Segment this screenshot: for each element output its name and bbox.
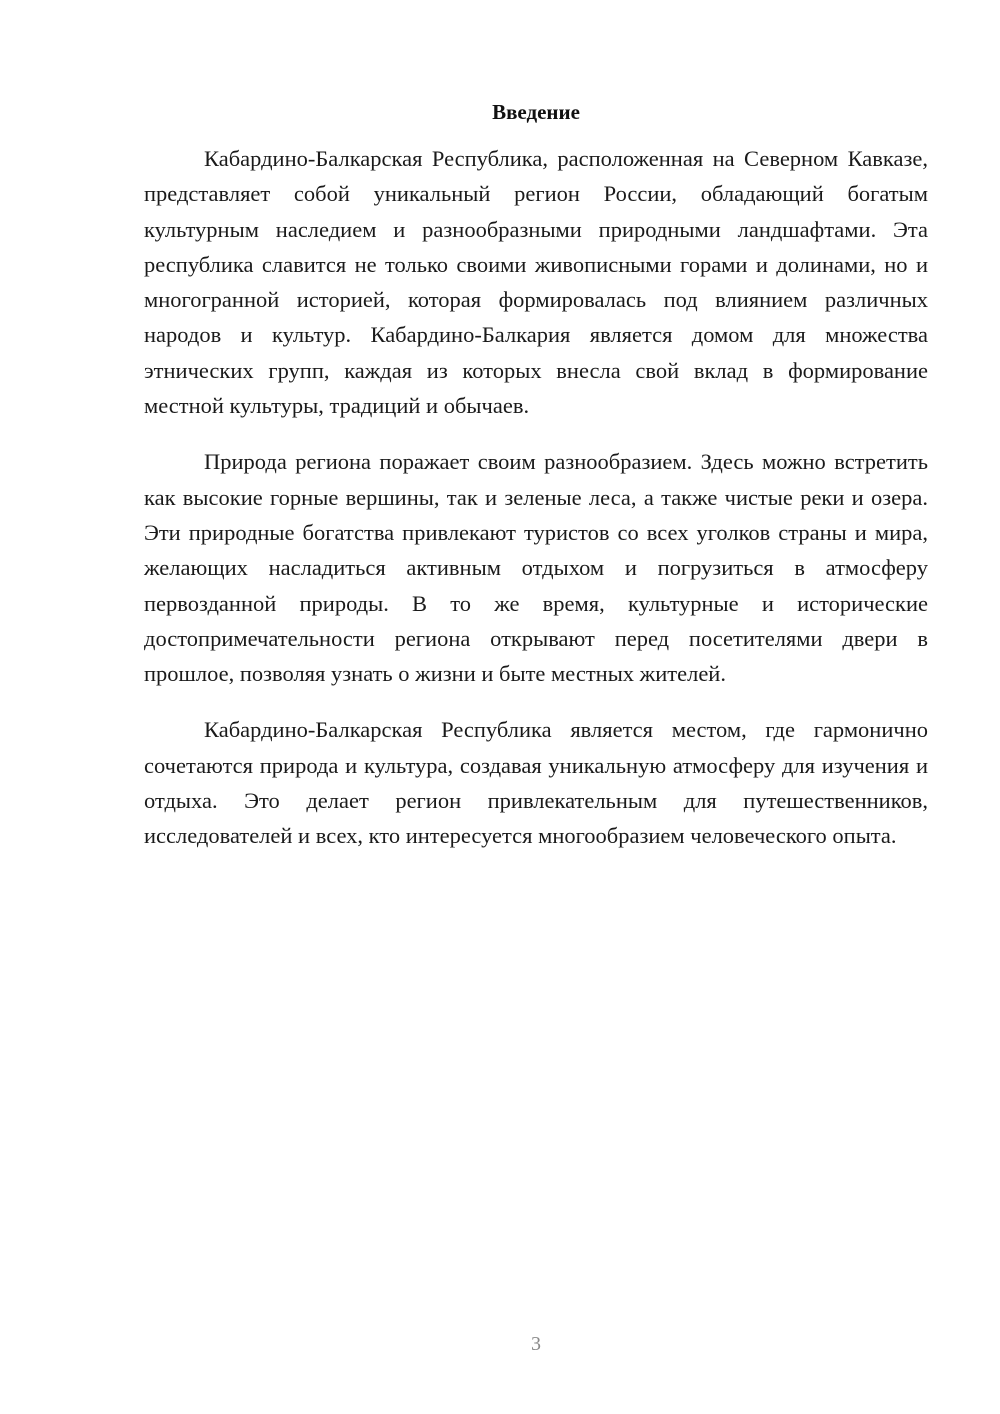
paragraph-intro: Кабардино-Балкарская Республика, расположенная на Северном Кавказе, представляет собой уникальный регион России, обладающий богатым культурным наследием и разнообразными природными ландшафтами. Эта республика славится не только своими живописными горами и долинами, но и многогранной историей, которая формировалась под влиянием различных народов и культур. Кабардино-Балкария является домом для множества этнических групп, каждая из которых внесла свой вклад в формирование местной культуры, традиций и обычаев.	[144, 146, 928, 419]
paragraph-nature: Природа региона поражает своим разнообразием. Здесь можно встретить как высокие горные вершины, так и зеленые леса, а также чистые реки и озера. Эти природные богатства привлекают туристов со всех уголков страны и мира, желающих насладиться активным отдыхом и погрузиться в атмосферу первозданной природы. В то же время, культурные и исторические достопримечательности региона открывают перед посетителями двери в прошлое, позволяя узнать о жизни и быте местных жителей.	[144, 449, 928, 687]
page-number: 3	[531, 1333, 541, 1355]
paragraph-conclusion: Кабардино-Балкарская Республика является местом, где гармонично сочетаются природа и культура, создавая уникальную атмосферу для изучения и отдыха. Это делает регион привлекательным для путешественников, исследователей и всех, кто интересуется многообразием человеческого опыта.	[144, 717, 928, 849]
page-title: Введение	[492, 100, 580, 124]
page-content	[144, 94, 928, 854]
